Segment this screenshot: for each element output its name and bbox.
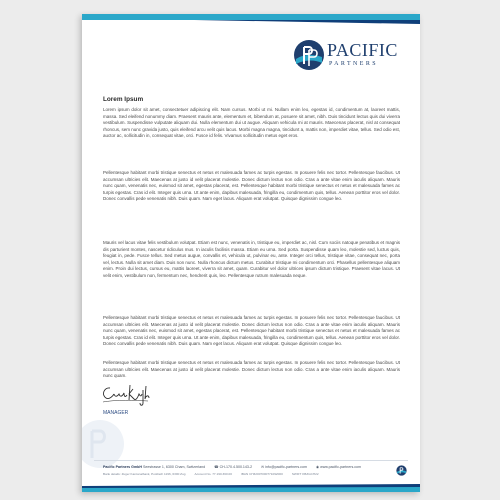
- footer-divider: [94, 460, 408, 461]
- footer-company-line: [103, 465, 205, 469]
- signer-title: MANAGER: [103, 410, 129, 416]
- footer-logo-icon: [396, 465, 407, 476]
- footer-address: Seestrasse 1, 6300 Cham, Switzerland: [142, 465, 206, 469]
- footer-company: Pacific Partners GmbH: [103, 465, 142, 469]
- brand-name: PACIFIC: [327, 40, 398, 60]
- bottom-accent-bar: [82, 484, 420, 492]
- body-paragraph-5: Pellentesque habitant morbi tristique senectus et netus et malesuada fames ac turpis egestas. In posuere felis nec tortor. Pellentesque faucibus. Ut accumsan ultricies elit. Maecenas at justo id velit placerat molestie. Donec dictum lectus non odio. Cras a ante vitae enim iaculis aliquam. Mauris nunc quam.: [103, 360, 400, 379]
- body-paragraph-1: Lorem ipsum dolor sit amet, consectetuer adipiscing elit. Nam cursus. Morbi ut mi. Nullam enim leo, egestas id, condimentum at, laoreet mattis, massa. Sed eleifend nonummy diam. Praesent mauris ante, elementum et, bibendum at, posuere sit amet, nibh. Duis tincidunt lectus quis dui viverra vestibulum. Suspendisse vulputate aliquam dui. Nulla elementum dui ut augue. Aliquam vehicula mi at mauris. Maecenas placerat, nisl at consequat rhoncus, sem nunc gravida justo, quis eleifend arcu velit quis lacus. Morbi magna magna, tincidunt a, mattis non, imperdiet vitae, tellus. Sed odio est, auctor ac, sollicitudin in, consequat vitae, orci. Fusce id felis. Vivamus sollicitudin metus eget eros.: [103, 107, 400, 139]
- pacific-pp-monogram-icon: [293, 39, 325, 71]
- company-logo: [293, 39, 407, 73]
- letter-title: Lorem Ipsum: [103, 96, 144, 103]
- footer-swift: SWIFT KBZGCH22: [291, 472, 319, 476]
- letterhead-paper: [82, 14, 420, 492]
- top-accent-bar: [82, 14, 420, 24]
- footer-email[interactable]: ✉ info@pacific-partners.com: [261, 465, 307, 469]
- footer-account: Account No. 77.190.360.00: [194, 472, 232, 476]
- footer-contact: [103, 465, 393, 479]
- logo-watermark-icon: [82, 418, 126, 470]
- body-paragraph-3: Mauris vel lacus vitae felis vestibulum volutpat. Etiam est nunc, venenatis in, tristique eu, imperdiet ac, nisl. Cum sociis natoque penatibus et magnis dis parturient montes, nascetur ridiculus mus. In iaculis facilisis massa. Etiam eu urna. Sed porta. Suspendisse quam leo, molestie sed, luctus quis, feugiat in, pede. Fusce tellus. Sed metus augue, convallis et, vehicula ut, pulvinar eu, ante. Integer orci tellus, tristique vitae, consequat nec, porta vel, lectus. Nulla sit amet diam. Duis non nunc. Nulla rhoncus dictum metus. Curabitur tristique mi condimentum orci. Phasellus pellentesque aliquam enim. Proin dui lectus, cursus eu, mattis laoreet, viverra sit amet, quam. Curabitur vel dolor ultrices ipsum dictum tristique. Praesent vitae lacus. Ut velit enim, vestibulum non, fermentum nec, hendrerit quis, leo. Pellentesque rutrum malesuada neque.: [103, 240, 400, 278]
- footer-iban: IBAN CH32007000771092000: [241, 472, 283, 476]
- body-paragraph-2: Pellentesque habitant morbi tristique senectus et netus et malesuada fames ac turpis egestas. In posuere felis nec tortor. Pellentesque faucibus. Ut accumsan ultricies elit. Maecenas at justo id velit placerat molestie. Donec dictum lectus non odio. Cras a ante vitae enim iaculis aliquam. Mauris nunc quam, venenatis nec, euismod sit amet, egestas placerat, est. Pellentesque habitant morbi tristique senectus et netus et malesuada fames ac turpis egestas. Cras id elit. Integer quis urna. Ut ante enim, dapibus malesuada, fringilla eu, condimentum quis, tellus. Aenean porttitor eros vel dolor. Donec convallis pede venenatis nibh. Duis quam. Nam eget lacus. Aliquam erat volutpat. Quisque dignissim congue leo.: [103, 170, 400, 202]
- footer-phone: ☎ CH-170.4.500.143-2: [214, 465, 253, 469]
- brand-subtitle: PARTNERS: [329, 61, 378, 67]
- handwritten-signature: [99, 381, 151, 407]
- footer-bank: Bank details: Zuger Kantonalbank, Postfach 1196, 6300 Zug: [103, 472, 186, 476]
- footer-website[interactable]: ◉ www.pacific-partners.com: [315, 465, 362, 469]
- body-paragraph-4: Pellentesque habitant morbi tristique senectus et netus et malesuada fames ac turpis egestas. In posuere felis nec tortor. Pellentesque faucibus. Ut accumsan ultricies elit. Maecenas at justo id velit placerat molestie. Donec dictum lectus non odio. Cras a ante vitae enim iaculis aliquam. Mauris nunc quam, venenatis nec, euismod sit amet, egestas placerat, est. Pellentesque habitant morbi tristique senectus et netus et malesuada fames ac turpis egestas. Cras id elit. Integer quis urna. Ut ante enim, dapibus malesuada, fringilla eu, condimentum quis, tellus. Aenean porttitor eros vel dolor. Donec convallis pede venenatis nibh. Duis quam. Nam eget lacus. Aliquam erat volutpat. Quisque dignissim congue leo.: [103, 315, 400, 347]
